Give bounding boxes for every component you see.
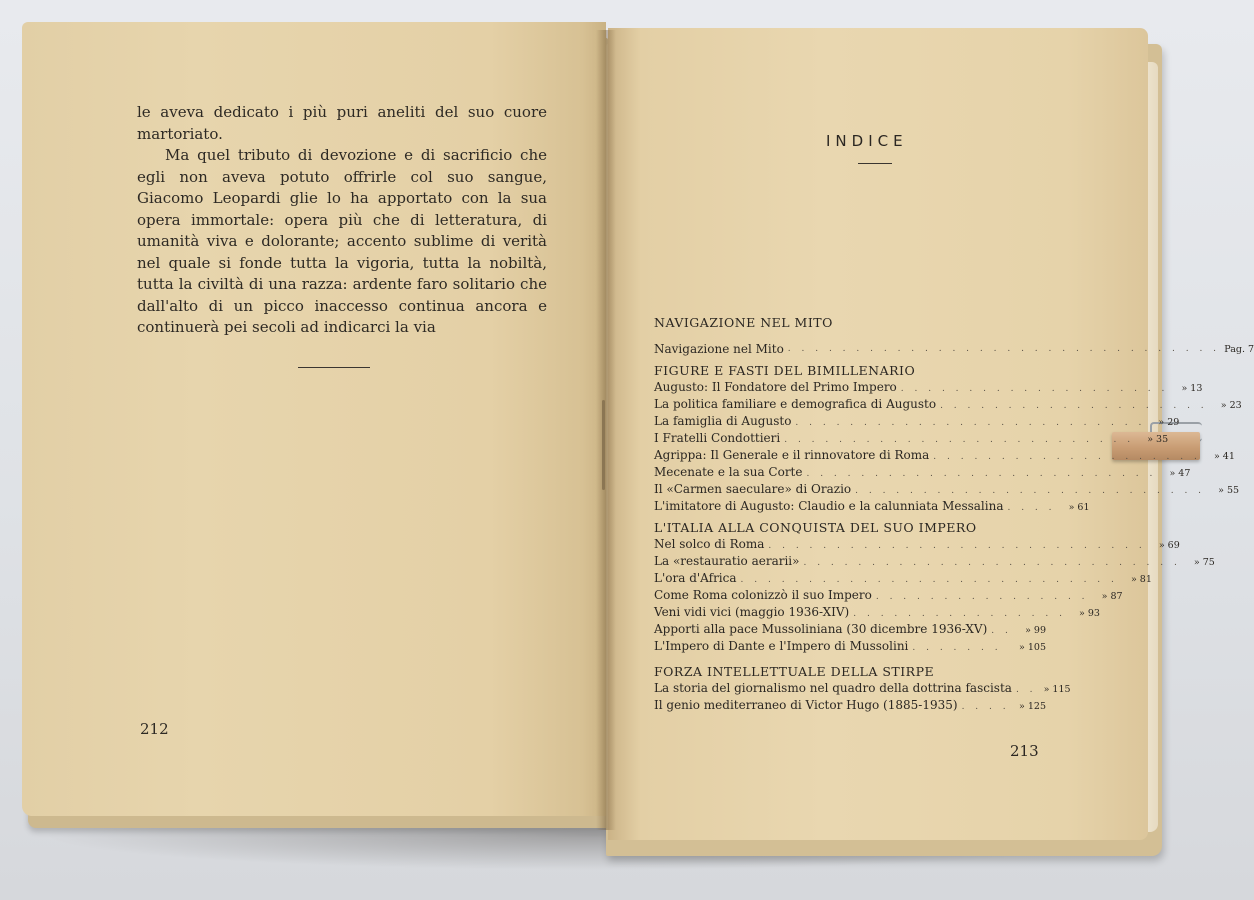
title-divider [858, 163, 892, 164]
toc-entry-title: La «restauratio aerarii» [654, 554, 800, 568]
toc-leader-dots: . . [991, 626, 1012, 636]
left-paragraph-2: Ma quel tributo di devozione e di sacrificio che egli non aveva potuto offrirle col suo sangue, Giacomo Leopardi glie lo ha apportato con la sua opera immortale: opera più che di letteratura, di umanità viva e dolorante; accento sublime di verità nel quale si fonde tutta la vigoria, tutta la nobiltà, tutta la civiltà di una razza: ardente faro solitario che dall'alto di un picco inaccesso continua ancora e continuerà pei secoli ad indicarci la via [137, 146, 547, 336]
toc-entry-title: Veni vidi vici (maggio 1936-XIV) [654, 605, 850, 619]
toc-leader-dots: . . . . . . . . . . . . . . . . . . . . . . . . . . [795, 418, 1146, 428]
page-number-right: 213 [1010, 742, 1039, 760]
toc-leader-dots: . . . . . . . [912, 643, 1002, 653]
left-page-body [137, 102, 547, 339]
toc-leader-dots: . . . . . . . . . . . . . . . . . . . . . . . . . . . . [803, 558, 1181, 568]
toc-entry-title: Navigazione nel Mito [654, 342, 784, 356]
toc-entry [654, 331, 1254, 358]
toc-entry-title: La storia del giornalismo nel quadro della dottrina fascista [654, 681, 1012, 695]
toc-entry [654, 464, 1191, 481]
toc-entry [654, 604, 1100, 621]
toc-entry-title: Agrippa: Il Generale e il rinnovatore di Roma [654, 448, 930, 462]
toc-entry-page: » 29 [1158, 417, 1180, 428]
index-title: INDICE [826, 132, 908, 150]
toc-leader-dots: . . . . . . . . . . . . . . . . . . . . [900, 384, 1169, 394]
toc-section-heading: FIGURE E FASTI DEL BIMILLENARIO [654, 363, 916, 378]
toc-entry-page: » 61 [1068, 502, 1090, 513]
toc-entry-page: » 105 [1019, 642, 1046, 653]
toc-entry [654, 621, 1046, 638]
toc-entry-page: Pag. 7 [1224, 344, 1254, 355]
toc-entry-page: » 81 [1130, 574, 1152, 585]
toc-leader-dots: . . . . . . . . . . . . . . . . . . . . . . . . . . [784, 435, 1135, 445]
toc-leader-dots: . . . . [961, 702, 1010, 712]
toc-entry-page: » 35 [1147, 434, 1169, 445]
toc-entry-page: » 99 [1025, 625, 1046, 636]
toc-entry-title: L'Impero di Dante e l'Impero di Mussolini [654, 639, 909, 653]
toc-entry-page: » 93 [1079, 608, 1100, 619]
toc-section-heading: L'ITALIA ALLA CONQUISTA DEL SUO IMPERO [654, 520, 977, 535]
toc-entry-page: » 115 [1043, 684, 1071, 695]
toc-entry-title: Il genio mediterraneo di Victor Hugo (1885-1935) [654, 698, 958, 712]
toc-section-heading: NAVIGAZIONE NEL MITO [654, 315, 833, 330]
toc-leader-dots: . . . . . . . . . . . . . . . . [853, 609, 1066, 619]
toc-entry [654, 447, 1235, 464]
toc-leader-dots: . . . . . . . . . . . . . . . . [875, 592, 1089, 602]
toc-entry-page: » 69 [1158, 540, 1180, 551]
toc-leader-dots: . . . . . . . . . . . . . . . . . . . . . . . . . . [806, 469, 1157, 479]
toc-entry [654, 498, 1090, 515]
toc-entry [654, 536, 1180, 553]
toc-entry [654, 481, 1240, 498]
toc-leader-dots: . . . . . . . . . . . . . . . . . . . . [933, 452, 1201, 462]
toc-entry-page: » 75 [1193, 557, 1215, 568]
page-number-left: 212 [140, 720, 169, 738]
toc-leader-dots: . . . . . . . . . . . . . . . . . . . . . . . . . . [855, 486, 1206, 496]
binding-thread [602, 400, 605, 490]
toc-entry-title: Nel solco di Roma [654, 537, 765, 551]
toc-entry-title: Mecenate e la sua Corte [654, 465, 803, 479]
toc-entry-page: » 41 [1213, 451, 1235, 462]
toc-entry [654, 680, 1071, 697]
toc-leader-dots: . . . . . . . . . . . . . . . . . . . . [940, 401, 1208, 411]
toc-entry-page: » 23 [1220, 400, 1242, 411]
table-of-contents [654, 310, 1254, 714]
toc-entry [654, 430, 1169, 447]
toc-entry [654, 697, 1046, 714]
toc-entry [654, 570, 1152, 587]
toc-entry-page: » 87 [1101, 591, 1123, 602]
toc-entry-title: La politica familiare e demografica di Augusto [654, 397, 937, 411]
toc-entry [654, 587, 1123, 604]
toc-entry [654, 396, 1242, 413]
toc-entry-title: L'imitatore di Augusto: Claudio e la calunniata Messalina [654, 499, 1004, 513]
toc-entry-page: » 13 [1181, 383, 1203, 394]
toc-entry [654, 379, 1203, 396]
toc-entry-title: Come Roma colonizzò il suo Impero [654, 588, 872, 602]
toc-leader-dots: . . . . [1007, 503, 1056, 513]
toc-leader-dots: . . [1015, 685, 1037, 695]
toc-entry-title: L'ora d'Africa [654, 571, 737, 585]
toc-leader-dots: . . . . . . . . . . . . . . . . . . . . . . . . . . . . [768, 541, 1146, 551]
book-spine [596, 30, 616, 830]
toc-entry-page: » 55 [1218, 485, 1240, 496]
toc-entry-page: » 47 [1169, 468, 1191, 479]
toc-entry-title: La famiglia di Augusto [654, 414, 792, 428]
toc-entry-title: Il «Carmen saeculare» di Orazio [654, 482, 852, 496]
toc-entry [654, 553, 1215, 570]
toc-entry [654, 413, 1180, 430]
section-divider [298, 367, 370, 368]
toc-entry-title: Augusto: Il Fondatore del Primo Impero [654, 380, 897, 394]
toc-entry-title: Apporti alla pace Mussoliniana (30 dicembre 1936-XV) [654, 622, 988, 636]
toc-entry-page: » 125 [1019, 701, 1046, 712]
toc-section-heading: FORZA INTELLETTUALE DELLA STIRPE [654, 664, 935, 679]
toc-entry-title: I Fratelli Condottieri [654, 431, 781, 445]
toc-leader-dots: . . . . . . . . . . . . . . . . . . . . . . . . . . . . . . . . [787, 344, 1221, 354]
toc-entry [654, 638, 1046, 655]
left-paragraph-1: le aveva dedicato i più puri aneliti del suo cuore martoriato. [137, 103, 547, 143]
toc-leader-dots: . . . . . . . . . . . . . . . . . . . . . . . . . . . . [740, 575, 1118, 585]
